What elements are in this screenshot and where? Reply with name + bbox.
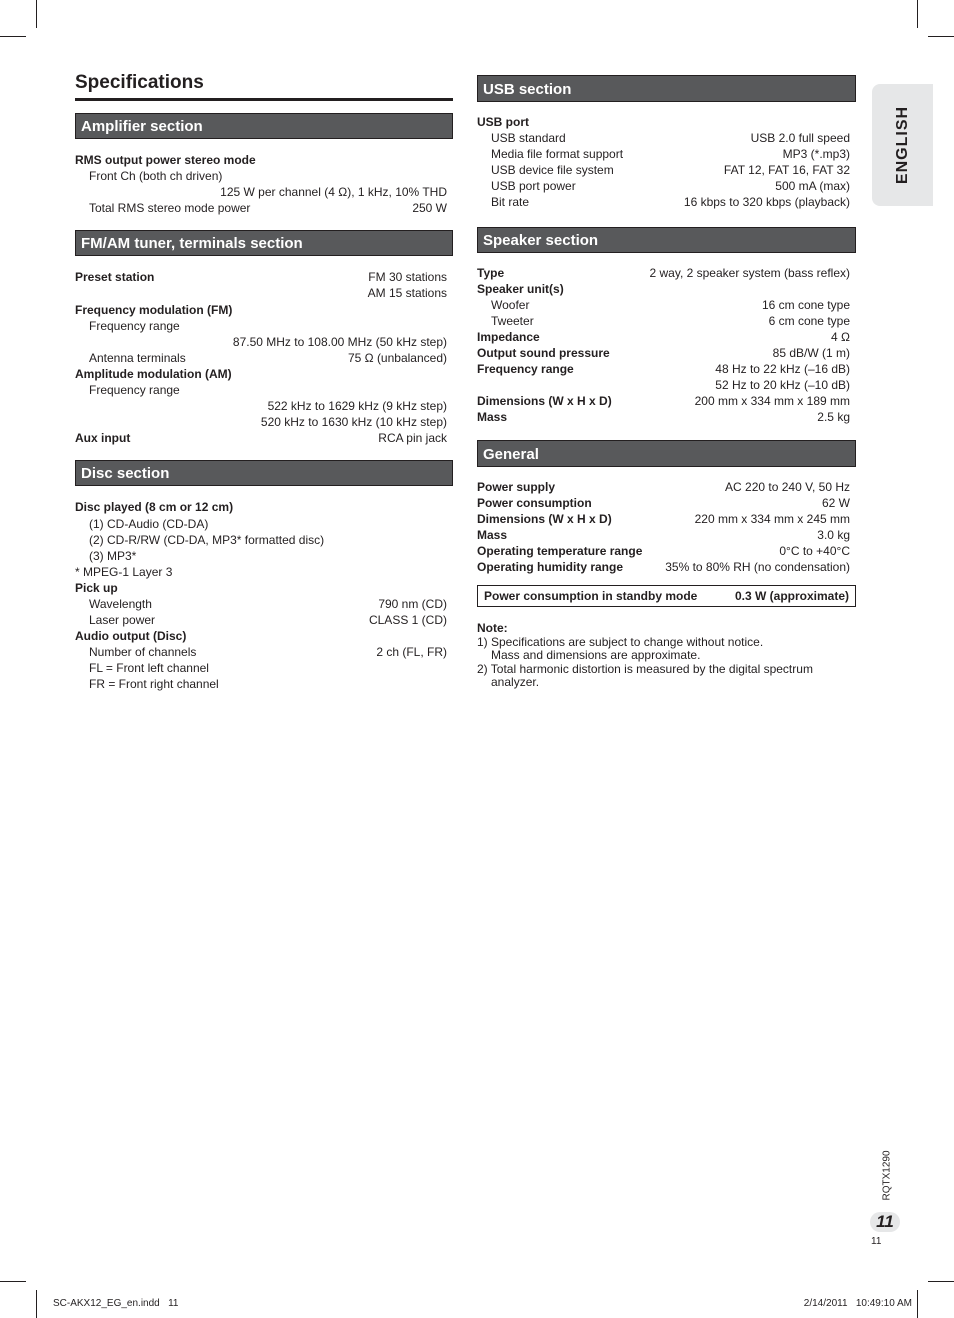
amplifier-section-header: Amplifier section — [75, 113, 453, 139]
standby-power-box — [477, 585, 856, 607]
spec-row: Wavelength 790 nm (CD) — [89, 596, 447, 611]
speaker-specs — [477, 265, 856, 426]
spec-row: Frequency range 48 Hz to 22 kHz (–16 dB) — [477, 362, 850, 377]
spec-row: Tweeter 6 cm cone type — [491, 313, 850, 328]
spec-row: 87.50 MHz to 108.00 MHz (50 kHz step) — [232, 334, 447, 349]
crop-mark — [36, 0, 37, 28]
standby-label: Power consumption in standby mode — [484, 589, 698, 604]
spec-row: Bit rate 16 kbps to 320 kbps (playback) — [491, 195, 850, 210]
note-title: Note: — [477, 621, 508, 636]
spec-row: Impedance 4 Ω — [477, 329, 850, 344]
note-line: analyzer. — [491, 675, 540, 690]
spec-row: Frequency range — [89, 383, 180, 398]
spec-row: USB port power 500 mA (max) — [491, 179, 850, 194]
usb-section-header: USB section — [477, 75, 856, 102]
page-title: Specifications — [75, 72, 453, 101]
spec-row: Operating temperature range 0°C to +40°C — [477, 543, 850, 558]
disc-specs — [75, 499, 453, 692]
general-specs — [477, 479, 856, 576]
spec-row: Preset station FM 30 stations — [75, 270, 447, 285]
spec-row: Disc played (8 cm or 12 cm) — [75, 500, 234, 515]
page-number-small: 11 — [871, 1236, 882, 1247]
spec-row: Woofer 16 cm cone type — [491, 297, 850, 312]
usb-specs — [477, 114, 856, 211]
spec-row: Media file format support MP3 (*.mp3) — [491, 147, 850, 162]
document-code: RQTX1290 — [881, 1150, 893, 1201]
spec-row: (3) MP3* — [89, 548, 137, 563]
spec-row: FR = Front right channel — [89, 677, 219, 692]
spec-row: USB port — [477, 115, 529, 129]
crop-mark — [928, 36, 954, 37]
tuner-section-header: FM/AM tuner, terminals section — [75, 230, 453, 256]
spec-row: Number of channels 2 ch (FL, FR) — [89, 645, 447, 660]
note-line: 1) Specifications are subject to change without notice. — [477, 634, 764, 649]
crop-mark — [917, 1290, 918, 1318]
spec-row: Pick up — [75, 580, 118, 595]
spec-row: FL = Front left channel — [89, 661, 209, 676]
disc-section-header: Disc section — [75, 460, 453, 486]
spec-row: Type 2 way, 2 speaker system (bass reflex) — [477, 265, 850, 280]
crop-mark — [928, 1281, 954, 1282]
spec-row: Frequency modulation (FM) — [75, 302, 233, 317]
spec-row: Amplitude modulation (AM) — [75, 366, 232, 381]
spec-row: Laser power CLASS 1 (CD) — [89, 613, 447, 628]
spec-row: Aux input RCA pin jack — [75, 431, 447, 446]
spec-row: Mass 3.0 kg — [477, 527, 850, 542]
spec-row: Mass 2.5 kg — [477, 410, 850, 425]
spec-row: Dimensions (W x H x D) 220 mm x 334 mm x 245 mm — [477, 511, 850, 526]
spec-row: RMS output power stereo mode — [75, 153, 256, 167]
spec-row: Dimensions (W x H x D) 200 mm x 334 mm x 189 mm — [477, 394, 850, 409]
spec-row: Antenna terminals 75 Ω (unbalanced) — [89, 350, 447, 365]
language-tab-label: ENGLISH — [893, 105, 911, 185]
crop-mark — [36, 1290, 37, 1318]
note-line: 2) Total harmonic distortion is measured by the digital spectrum — [477, 661, 813, 676]
spec-row: USB device file system FAT 12, FAT 16, FAT 32 — [491, 163, 850, 178]
crop-mark — [0, 36, 26, 37]
crop-mark — [0, 1281, 26, 1282]
spec-row: USB standard USB 2.0 full speed — [491, 131, 850, 146]
spec-row: AM 15 stations — [367, 286, 447, 301]
footer-timestamp: 2/14/2011 10:49:10 AM — [803, 1298, 912, 1309]
spec-row: Frequency range — [89, 318, 180, 333]
tuner-specs — [75, 269, 453, 446]
language-tab — [872, 84, 933, 206]
footnote: * MPEG-1 Layer 3 — [75, 564, 173, 579]
footer-file-info: SC-AKX12_EG_en.indd 11 — [53, 1298, 179, 1309]
left-column — [75, 72, 453, 693]
note-line: Mass and dimensions are approximate. — [491, 648, 701, 663]
standby-value: 0.3 W (approximate) — [734, 589, 849, 604]
speaker-section-header: Speaker section — [477, 227, 856, 253]
spec-row: Power supply AC 220 to 240 V, 50 Hz — [477, 479, 850, 494]
spec-row: 125 W per channel (4 Ω), 1 kHz, 10% THD — [220, 185, 447, 200]
spec-row: Operating humidity range 35% to 80% RH (no condensation) — [477, 559, 850, 574]
spec-row: Total RMS stereo mode power 250 W — [89, 201, 447, 216]
spec-row: 522 kHz to 1629 kHz (9 kHz step) — [267, 399, 447, 414]
spec-row: Front Ch (both ch driven) — [89, 169, 223, 184]
right-column — [477, 75, 856, 690]
spec-row: (1) CD-Audio (CD-DA) — [89, 516, 209, 531]
spec-row: Power consumption 62 W — [477, 495, 850, 510]
spec-row: Output sound pressure 85 dB/W (1 m) — [477, 346, 850, 361]
page-number-badge: 11 — [870, 1212, 900, 1232]
spec-row: Audio output (Disc) — [75, 629, 187, 644]
spec-row: Speaker unit(s) — [477, 281, 564, 296]
general-section-header: General — [477, 440, 856, 467]
note-block — [477, 622, 856, 690]
spec-row: 520 kHz to 1630 kHz (10 kHz step) — [260, 415, 447, 430]
spec-row: (2) CD-R/RW (CD-DA, MP3* formatted disc) — [89, 532, 325, 547]
crop-mark — [917, 0, 918, 28]
amplifier-specs — [75, 152, 453, 216]
spec-row: 52 Hz to 20 kHz (–10 dB) — [715, 378, 850, 393]
